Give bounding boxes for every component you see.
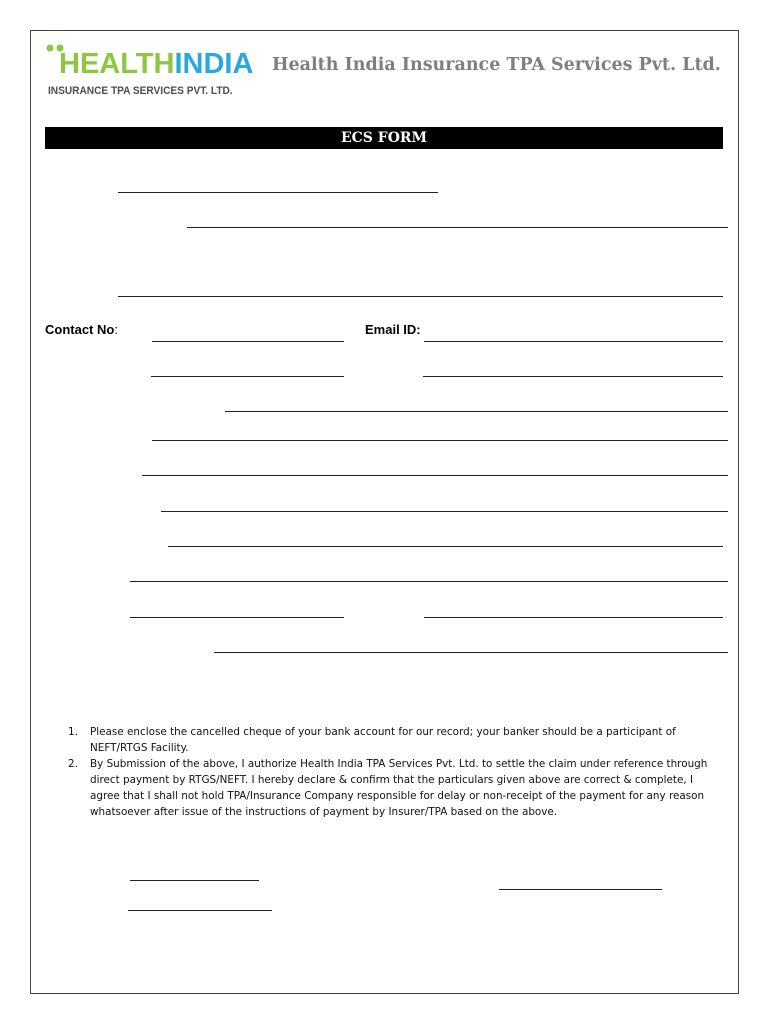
fill-line-11[interactable] bbox=[130, 581, 728, 582]
logo-wordmark bbox=[59, 48, 253, 80]
fill-line-12b[interactable] bbox=[424, 617, 723, 618]
fill-line-6[interactable] bbox=[225, 411, 728, 412]
place-line[interactable] bbox=[128, 910, 272, 911]
contact-no-field[interactable] bbox=[152, 341, 344, 342]
email-id-field[interactable] bbox=[424, 341, 723, 342]
fill-line-3[interactable] bbox=[118, 296, 723, 297]
instructions-list bbox=[66, 724, 726, 820]
email-id-label bbox=[365, 322, 421, 337]
instruction-item bbox=[66, 756, 726, 820]
instruction-text: Please enclose the cancelled cheque of your bank account for our record; your banker should be a participant of NEFT/RTGS Facility. bbox=[90, 726, 676, 754]
contact-no-label bbox=[45, 322, 118, 337]
instruction-text: By Submission of the above, I authorize Health India TPA Services Pvt. Ltd. to settle the claim under reference through direct payment by RTGS/NEFT. I hereby declare & confirm that the particulars given above are correct & complete, I agree that I shall not hold TPA/Insurance Company responsible for delay or non-receipt of the payment for any reason whatsoever after issue of the instructions of payment by Insurer/TPA based on the above. bbox=[90, 758, 708, 818]
fill-line-7[interactable] bbox=[152, 440, 728, 441]
fill-line-5a[interactable] bbox=[151, 376, 344, 377]
fill-line-1[interactable] bbox=[118, 192, 438, 193]
company-logo bbox=[45, 44, 254, 102]
instruction-number: 1. bbox=[68, 726, 78, 738]
fill-line-12a[interactable] bbox=[130, 617, 344, 618]
instruction-item bbox=[66, 724, 726, 756]
fill-line-8[interactable] bbox=[142, 475, 728, 476]
fill-line-9[interactable] bbox=[161, 511, 728, 512]
fill-line-10[interactable] bbox=[168, 546, 723, 547]
contact-no-label-text: Contact No bbox=[45, 322, 115, 337]
fill-line-5b[interactable] bbox=[423, 376, 723, 377]
form-title: ECS FORM bbox=[45, 127, 723, 149]
logo-subtitle: INSURANCE TPA SERVICES PVT. LTD. bbox=[48, 85, 233, 97]
logo-word-health: EALTH bbox=[79, 48, 175, 80]
signature-line[interactable] bbox=[499, 889, 662, 890]
company-name: Health India Insurance TPA Services Pvt. Ltd. bbox=[272, 55, 721, 75]
logo-letter-h: H bbox=[59, 48, 80, 80]
page-border bbox=[30, 30, 739, 994]
contact-no-colon: : bbox=[114, 322, 118, 337]
instruction-number: 2. bbox=[68, 758, 78, 770]
logo-word-india: INDIA bbox=[174, 48, 254, 80]
fill-line-13[interactable] bbox=[214, 652, 728, 653]
date-line[interactable] bbox=[130, 880, 259, 881]
email-id-label-text: Email ID: bbox=[365, 322, 421, 337]
fill-line-2[interactable] bbox=[187, 227, 728, 228]
